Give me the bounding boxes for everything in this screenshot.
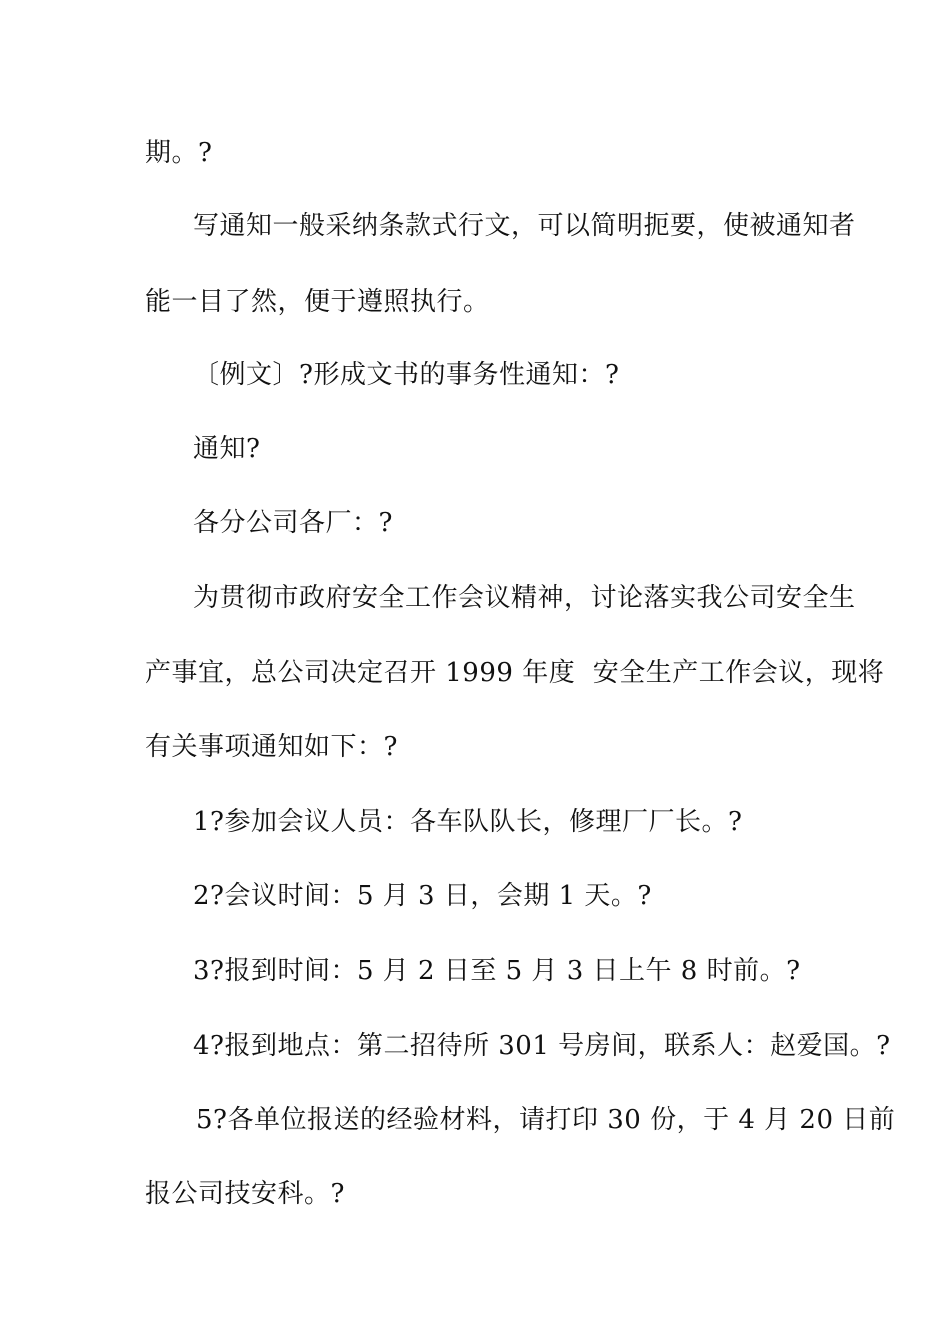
text-line: 期。? <box>145 138 213 168</box>
text-line: 产事宜，总公司决定召开 1999 年度 安全生产工作会议，现将 <box>145 658 885 688</box>
text-line: 2?会议时间：5 月 3 日，会期 1 天。? <box>193 881 652 911</box>
text-line: 5?各单位报送的经验材料，请打印 30 份，于 4 月 20 日前 <box>196 1105 896 1135</box>
text-line: 4?报到地点：第二招待所 301 号房间，联系人：赵爱国。? <box>193 1031 891 1061</box>
text-line: 写通知一般采纳条款式行文，可以简明扼要，使被通知者 <box>193 211 856 241</box>
text-line: 〔例文〕?形成文书的事务性通知：? <box>193 360 620 390</box>
text-line: 3?报到时间：5 月 2 日至 5 月 3 日上午 8 时前。? <box>193 956 801 986</box>
text-line: 有关事项通知如下：? <box>145 732 398 762</box>
text-line: 为贯彻市政府安全工作会议精神，讨论落实我公司安全生 <box>193 583 856 613</box>
text-line: 能一目了然，便于遵照执行。 <box>145 287 490 317</box>
text-line: 通知? <box>193 434 261 464</box>
text-line: 报公司技安科。? <box>145 1179 345 1209</box>
text-line: 各分公司各厂：? <box>193 508 393 538</box>
text-line: 1?参加会议人员：各车队队长，修理厂厂长。? <box>193 807 743 837</box>
